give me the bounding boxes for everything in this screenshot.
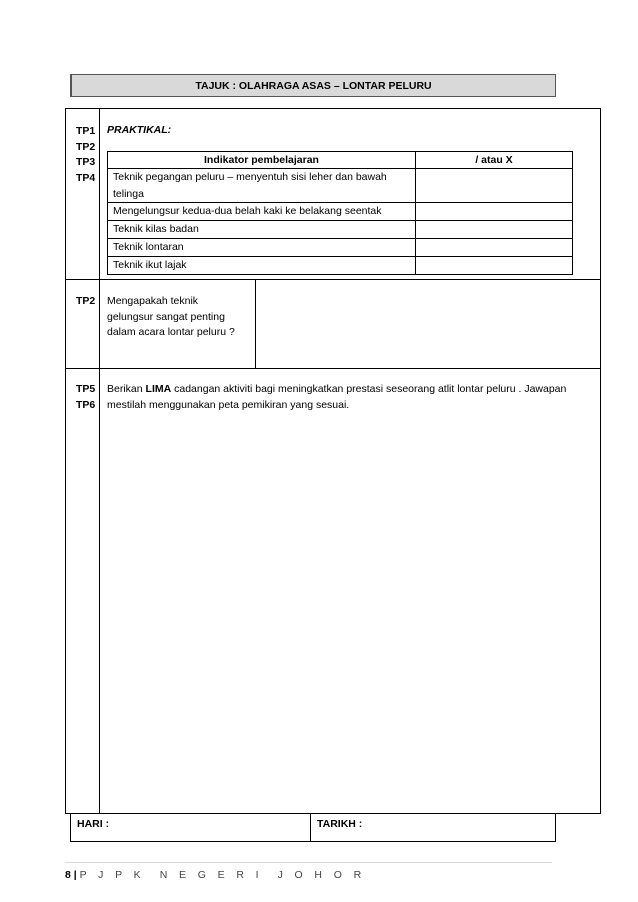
table-row [108,257,573,275]
section1-tp-labels [76,124,95,186]
indicator-column-header: Indikator pembelajaran [108,152,416,169]
section2-answer-area[interactable] [257,281,599,367]
section3-answer-area[interactable] [101,420,599,812]
question-emphasis: LIMA [145,383,172,395]
section1-divider [65,279,601,280]
tp-label: TP3 [76,156,96,168]
mark-cell[interactable] [416,169,573,203]
page-number: 8 [65,869,71,881]
section2-question [107,294,235,341]
tp-column-divider [99,108,100,814]
mark-cell[interactable] [416,203,573,221]
section2-divider [65,368,601,369]
section2-tp-label: TP2 [76,295,96,307]
section3-question [107,382,595,413]
date-row [70,813,556,842]
organization-name: P J P K N E G E R I J O H O R [79,869,366,881]
question-prefix: Berikan [107,383,146,395]
tarikh-label: TARIKH : [317,818,363,830]
table-row [108,221,573,239]
tp-label: TP2 [76,140,96,153]
praktikal-heading: PRAKTIKAL: [107,124,172,136]
section2-answer-divider [255,279,256,368]
tp-label: TP5 [76,383,96,395]
indicator-cell: Teknik ikut lajak [108,257,416,275]
tp-label: TP1 [76,125,96,137]
indicator-cell: Teknik lontaran [108,239,416,257]
hari-label: HARI : [77,818,110,830]
indicator-cell: Mengelungsur kedua-dua belah kaki ke belakang seentak [108,203,416,221]
question-line: dalam acara lontar peluru ? [107,326,235,338]
worksheet-title: TAJUK : OLAHRAGA ASAS – LONTAR PELURU [70,74,556,97]
indicator-table [107,151,573,275]
page-footer-rule [65,862,552,863]
question-line: gelungsur sangat penting [107,310,225,323]
indicator-cell [108,169,416,203]
table-row [108,169,573,203]
page-separator: | [70,869,80,881]
mark-column-header: / atau X [416,152,573,169]
mark-cell[interactable] [416,221,573,239]
table-row [108,239,573,257]
indicator-text: Teknik pegangan peluru – menyentuh sisi leher dan bawah [113,171,387,183]
tp-label: TP4 [76,171,96,184]
question-line: Mengapakah teknik [107,295,199,307]
question-line [107,382,595,398]
question-line: mestilah menggunakan peta pemikiran yang sesuai. [107,398,350,411]
section3-tp-labels [76,382,95,413]
mark-cell[interactable] [416,239,573,257]
date-row-divider [310,813,311,842]
table-row [108,203,573,221]
indicator-table-header [108,152,573,169]
tp-label: TP6 [76,398,96,411]
indicator-cell: Teknik kilas badan [108,221,416,239]
mark-cell[interactable] [416,257,573,275]
page-footer [65,869,366,881]
indicator-text: telinga [113,187,144,200]
question-rest: cadangan aktiviti bagi meningkatkan prestasi seseorang atlit lontar peluru . Jawapan [171,383,567,395]
